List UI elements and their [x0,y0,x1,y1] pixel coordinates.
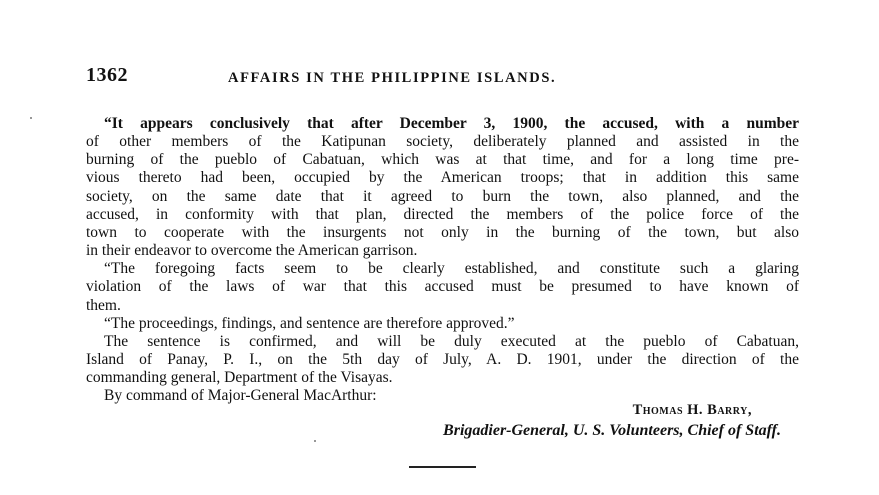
body-text [86,115,799,406]
signatory-title: Brigadier-General, U. S. Volunteers, Chief of Staff. [443,422,781,439]
text-line: them. [86,296,121,314]
running-head: AFFAIRS IN THE PHILIPPINE ISLANDS. [228,70,557,86]
paper-speck [30,117,32,119]
text-line: “The foregoing facts seem to be clearly established, and constitute such a glaring [104,260,799,278]
text-line: violation of the laws of war that this accused must be presumed to have known of [86,278,799,296]
text-line: “The proceedings, findings, and sentence are therefore approved.” [104,314,515,332]
footer-rule [409,466,476,468]
text-line: accused, in conformity with that plan, directed the members of the police force of the [86,205,799,223]
text-line: society, on the same date that it agreed to burn the town, also planned, and the [86,187,799,205]
text-line: The sentence is confirmed, and will be duly executed at the pueblo of Cabatuan, [104,332,799,350]
text-line: “It appears conclusively that after December 3, 1900, the accused, with a number [104,115,799,132]
signatory-name: Thomas H. Barry, [632,402,752,418]
page-number: 1362 [86,64,128,86]
text-line: Island of Panay, P. I., on the 5th day of July, A. D. 1901, under the direction of the [86,351,799,369]
text-line: of other members of the Katipunan society, deliberately planned and assisted in the [86,133,799,151]
text-line: town to cooperate with the insurgents not only in the burning of the town, but also [86,223,799,241]
text-line: burning of the pueblo of Cabatuan, which was at that time, and for a long time pre- [86,151,799,169]
text-line: in their endeavor to overcome the American garrison. [86,242,418,260]
text-line: By command of Major-General MacArthur: [104,387,377,405]
text-line: vious thereto had been, occupied by the American troops; that in addition this same [86,169,799,187]
paper-speck [314,440,316,442]
text-line: commanding general, Department of the Visayas. [86,369,393,387]
